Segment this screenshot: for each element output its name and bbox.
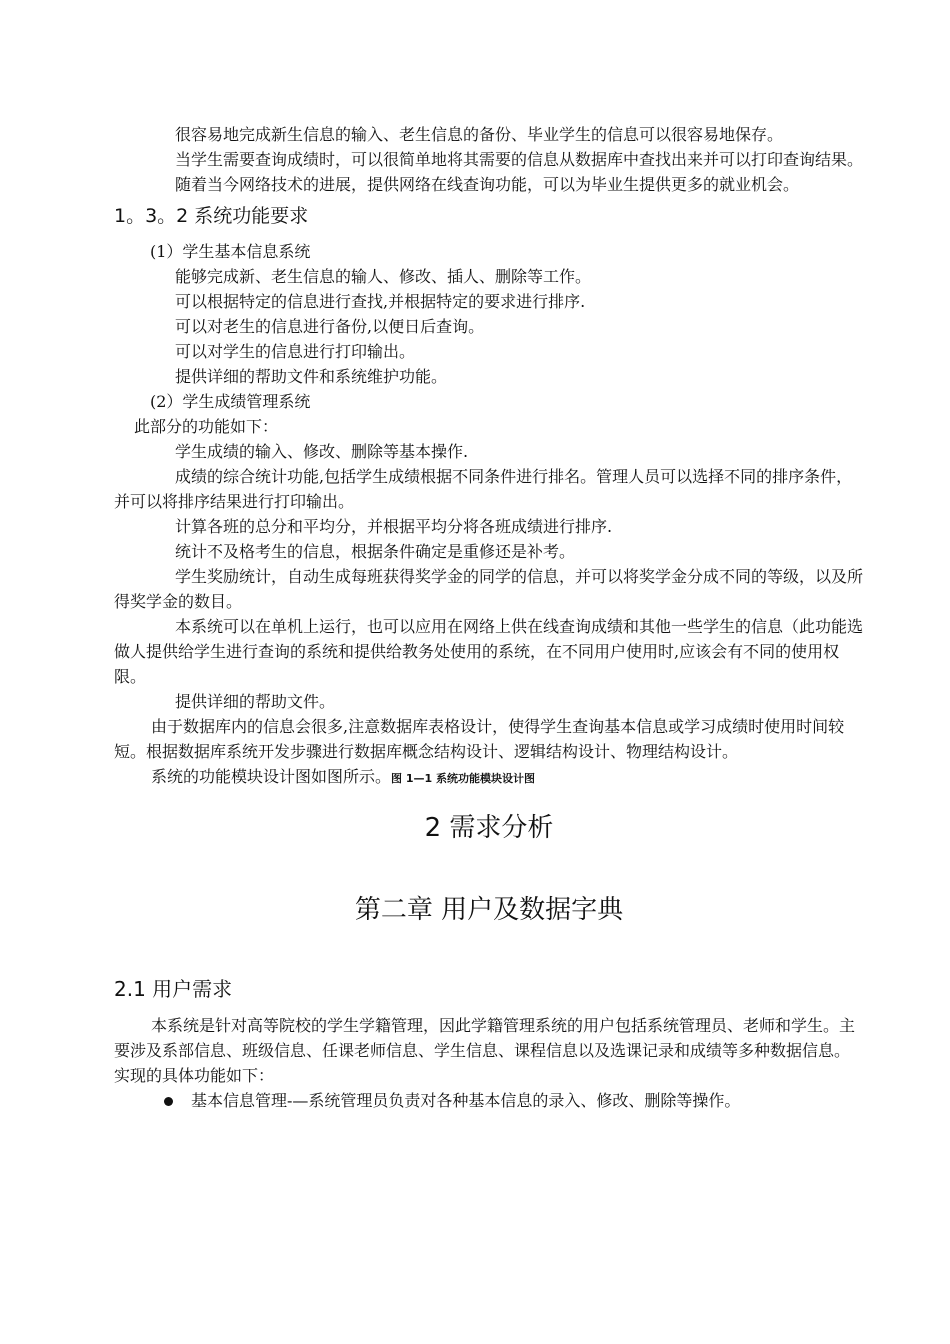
heading-requirements-analysis: 2 需求分析 [424,813,554,843]
sub2-item: 学生奖励统计，自动生成每班获得奖学金的同学的信息，并可以将奖学金分成不同的等级，以及所得奖学金的数目。 [114,567,864,611]
sub1-title: (1）学生基本信息系统 [150,242,311,261]
sub2-item: 统计不及格考生的信息，根据条件确定是重修还是补考。 [175,542,576,561]
sub1-item: 可以根据特定的信息进行查找,并根据特定的要求进行排序. [175,292,586,311]
paragraph-user-requirements: 本系统是针对高等院校的学生学籍管理，因此学籍管理系统的用户包括系统管理员、老师和学生。主要涉及系部信息、班级信息、任课老师信息、学生信息、课程信息以及选课记录和成绩等多种数据信息。 [114,1016,856,1060]
paragraph-database: 由于数据库内的信息会很多,注意数据库表格设计，使得学生查询基本信息或学习成绩时使用时间较短。根据数据库系统开发步骤进行数据库概念结构设计、逻辑结构设计、物理结构设计。 [114,717,845,761]
function-item: 基本信息管理-—系统管理员负责对各种基本信息的录入、修改、删除等操作。 [114,1088,864,1113]
bullet-dot-icon [164,1097,173,1106]
section-heading-1-3-2: 1。3。2 系统功能要求 [114,205,309,227]
sub2-item: 计算各班的总分和平均分，并根据平均分将各班成绩进行排序. [175,517,613,536]
paragraph-functions-intro: 实现的具体功能如下： [114,1066,275,1085]
sub1-item: 可以对学生的信息进行打印输出。 [175,342,416,361]
heading-chapter-2: 第二章 用户及数据字典 [354,895,624,925]
sub2-intro: 此部分的功能如下： [134,417,279,436]
intro-bullet-1: 很容易地完成新生信息的输入、老生信息的备份、毕业学生的信息可以很容易地保存。 [175,125,784,144]
figure-caption: 图 1—1 系统功能模块设计图 [391,772,535,785]
sub2-title: (2）学生成绩管理系统 [150,392,311,411]
intro-bullet-2: 当学生需要查询成绩时，可以很简单地将其需要的信息从数据库中查找出来并可以打印查询结果。 [175,150,864,169]
sub1-item: 可以对老生的信息进行备份,以便日后查询。 [175,317,485,336]
sub2-item: 学生成绩的输入、修改、删除等基本操作. [175,442,469,461]
sub2-item: 本系统可以在单机上运行，也可以应用在网络上供在线查询成绩和其他一些学生的信息（此功能选做人提供给学生进行查询的系统和提供给教务处使用的系统，在不同用户使用时,应该会有不同的使用权限。 [114,617,864,686]
sub2-item: 成绩的综合统计功能,包括学生成绩根据不同条件进行排名。管理人员可以选择不同的排序条件，并可以将排序结果进行打印输出。 [114,467,853,511]
document-body [114,122,864,1113]
paragraph-figure-ref: 系统的功能模块设计图如图所示。图 1—1 系统功能模块设计图 [151,767,535,786]
sub1-item: 提供详细的帮助文件和系统维护功能。 [175,367,448,386]
heading-2-1: 2.1 用户需求 [114,977,233,1001]
sub1-item: 能够完成新、老生信息的输人、修改、插人、删除等工作。 [175,267,592,286]
intro-bullet-3: 随着当今网络技术的进展，提供网络在线查询功能，可以为毕业生提供更多的就业机会。 [175,175,800,194]
sub2-item: 提供详细的帮助文件。 [175,692,336,711]
